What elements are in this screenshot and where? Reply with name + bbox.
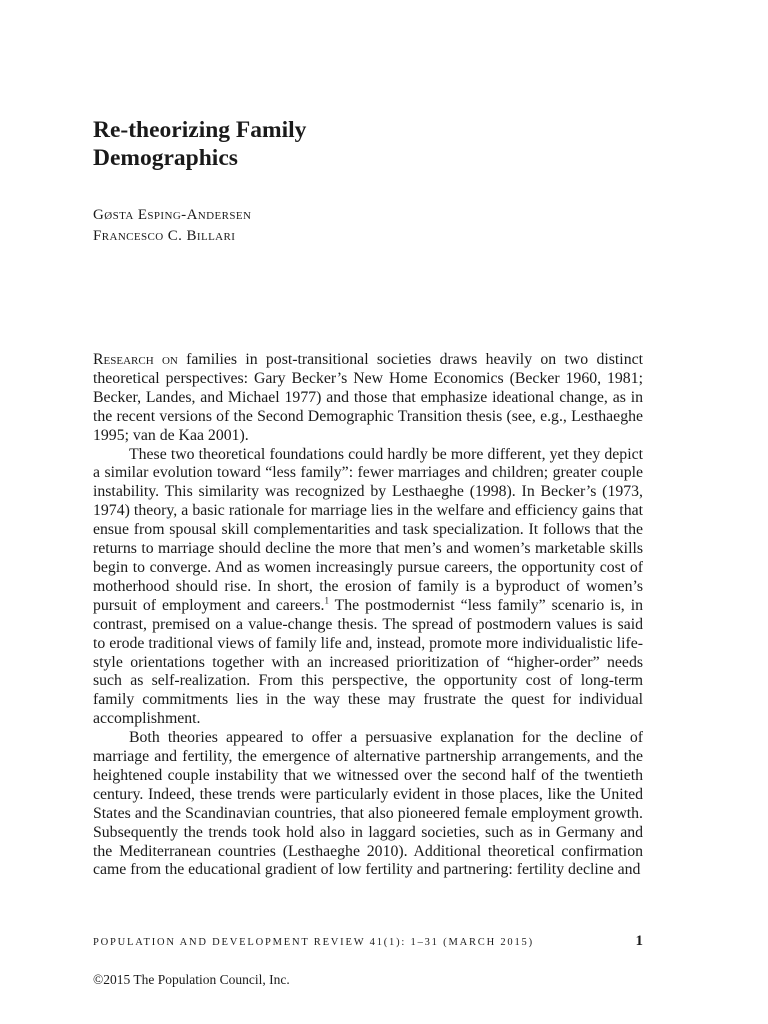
page-number: 1 [635, 933, 643, 949]
title-line-2: Demographics [93, 145, 238, 171]
author-2: Francesco C. Billari [93, 228, 236, 244]
paragraph-2-text-a: These two theoretical foundations could hardly be more different, yet they depict a similar evolution toward “less family”: fewer marriages and children; greater couple instability. This similarity was recognized by Lesthaeghe (1998). In Becker’s (1973, 1974) theory, a basic rationale for marriage lies in the welfare and efficiency gains that ensue from spousal skill complementarities and task specialization. It follows that the returns to marriage should decline the more that men’s and women’s marketable skills begin to converge. And as women increasingly pursue careers, the opportunity cost of motherhood should rise. In short, the erosion of family is a byproduct of women’s pursuit of employment and careers. [93, 445, 643, 614]
footnote-marker: 1 [324, 595, 329, 606]
article-body [93, 351, 643, 880]
journal-citation: POPULATION AND DEVELOPMENT REVIEW 41(1): 1–31 (MARCH 2015) [93, 937, 534, 948]
article-title [93, 116, 653, 172]
paragraph-1-text: families in post-transitional societies draws heavily on two distinct theoretical perspectives: Gary Becker’s New Home Economics (Becker 1960, 1981; Becker, Landes, and Michael 1977) and those that emphasize ideational change, as in the recent versions of the Second Demographic Transition thesis (see, e.g., Lesthaeghe 1995; van de Kaa 2001). [93, 351, 643, 444]
paragraph-2-text-b: The postmodernist “less family” scenario is, in contrast, premised on a value-change thesis. The spread of postmodern values is said to erode traditional views of family life and, instead, promote more individualistic life-style orientations together with an increased prioritization of “higher-order” needs such as self-realization. From this perspective, the opportunity cost of long-term family commitments lies in the way these may frustrate the quest for individual accomplishment. [93, 596, 643, 728]
title-line-1: Re-theorizing Family [93, 117, 307, 143]
copyright-notice: ©2015 The Population Council, Inc. [93, 972, 290, 987]
lead-in: Research on [93, 351, 178, 368]
paragraph-1 [93, 351, 643, 446]
author-1: Gøsta Esping-Andersen [93, 207, 252, 223]
paragraph-2 [93, 446, 643, 730]
paragraph-3: Both theories appeared to offer a persuasive explanation for the decline of marriage and fertility, the emergence of alternative partnership arrangements, and the heightened couple instability that we witnessed over the second half of the twentieth century. Indeed, these trends were particularly evident in those places, like the United States and the Scandinavian countries, that also pioneered female employment growth. Subsequently the trends took hold also in laggard societies, such as in Germany and the Mediterranean countries (Lesthaeghe 2010). Additional theoretical confirmation came from the educational gradient of low fertility and partnering: fertility decline and [93, 729, 643, 879]
